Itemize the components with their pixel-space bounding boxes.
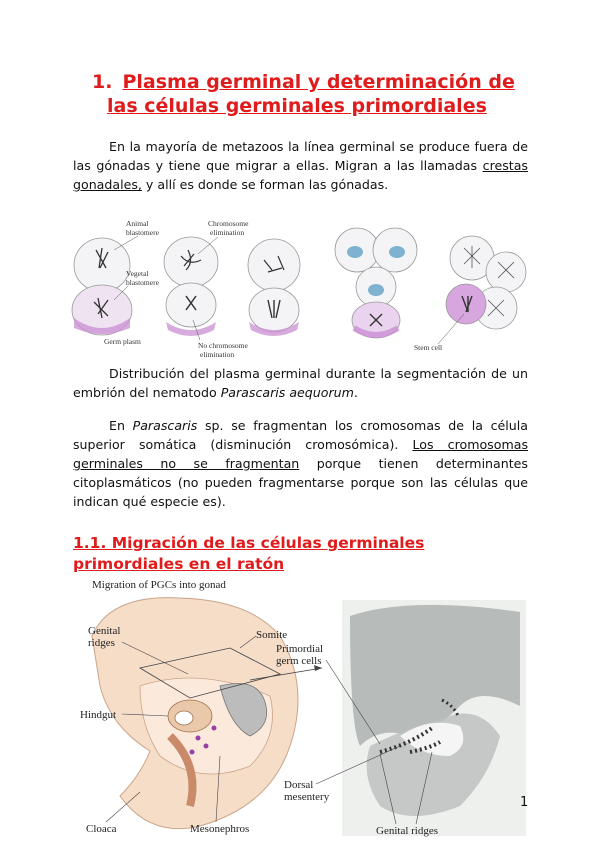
- parascaris-paragraph: [73, 416, 528, 511]
- label-stem-cell: Stem cell: [414, 343, 443, 352]
- label-dorsal: Dorsal: [284, 779, 314, 791]
- heading-number: 1.: [92, 71, 113, 93]
- label-mesentery: mesentery: [284, 791, 330, 803]
- embryo-four-cell: [335, 228, 417, 338]
- label-no-chromosome: No chromosome: [198, 341, 248, 350]
- label-chromosome: Chromosome: [208, 219, 249, 228]
- micrograph: [342, 600, 529, 836]
- crestas-gonadales-term: crestas gonadales,: [73, 158, 528, 192]
- label-mesonephros: Mesonephros: [190, 823, 250, 835]
- label-germ-plasm: Germ plasm: [104, 337, 141, 346]
- label-somite: Somite: [256, 629, 288, 641]
- para2-underlined: Los cromosomas germinales no se fragmentan: [73, 437, 528, 471]
- label-no-elimination: elimination: [200, 350, 235, 359]
- embryo-chromosome-elimination: [164, 237, 218, 336]
- figure-caption: [73, 364, 528, 402]
- heading-line-2: las células germinales primordiales: [107, 95, 487, 117]
- label-germ-cells: germ cells: [276, 655, 322, 667]
- species-name: Parascaris aequorum: [220, 385, 354, 400]
- label-vegetal: Vegetal: [126, 269, 149, 278]
- embryo-stem-cell: [446, 236, 526, 329]
- label-migration-title: Migration of PGCs into gonad: [92, 579, 226, 591]
- para2-end: porque tienen determinantes citoplasmáticos (no pueden fragmentarse porque son las células que indican qué especie es).: [73, 456, 528, 509]
- intro-text: En la mayoría de metazoos la línea germinal se produce fuera de las gónadas y tiene que migrar a ellas. Migran a las llamadas: [73, 139, 528, 173]
- label-animal: Animal: [126, 219, 149, 228]
- label-animal-blastomere: blastomere: [126, 228, 159, 237]
- intro-text-end: y allí es donde se forman las gónadas.: [141, 177, 389, 192]
- subsection-heading: 1.1. Migración de las células germinales primordiales en el ratón: [73, 534, 425, 573]
- embryo-three: [248, 239, 300, 336]
- section-heading: [92, 70, 532, 118]
- heading-line-1: Plasma germinal y determinación de: [122, 71, 515, 93]
- label-cloaca: Cloaca: [86, 823, 117, 835]
- pgc-migration-figure: [80, 576, 532, 842]
- intro-paragraph: [73, 137, 528, 194]
- caption-text: Distribución del plasma germinal durante la segmentación de un embrión del nematodo: [73, 366, 528, 400]
- page-number: 1: [520, 795, 529, 810]
- label-genital: Genital: [88, 625, 121, 637]
- para2-prefix: En: [109, 418, 133, 433]
- label-hindgut: Hindgut: [80, 709, 117, 721]
- label-vegetal-blastomere: blastomere: [126, 278, 159, 287]
- parascaris-cleavage-figure: [68, 210, 532, 360]
- embryo-two-cell: [72, 238, 132, 335]
- label-ridges: ridges: [88, 637, 115, 649]
- label-genital-ridges: Genital ridges: [376, 825, 439, 837]
- para2-mid: sp. se fragmentan los cromosomas de la célula superior somática (disminución cromosómica).: [73, 418, 528, 452]
- caption-end: .: [353, 385, 358, 400]
- label-primordial: Primordial: [276, 643, 324, 655]
- label-elimination: elimination: [210, 228, 245, 237]
- genus-name: Parascaris: [132, 418, 198, 433]
